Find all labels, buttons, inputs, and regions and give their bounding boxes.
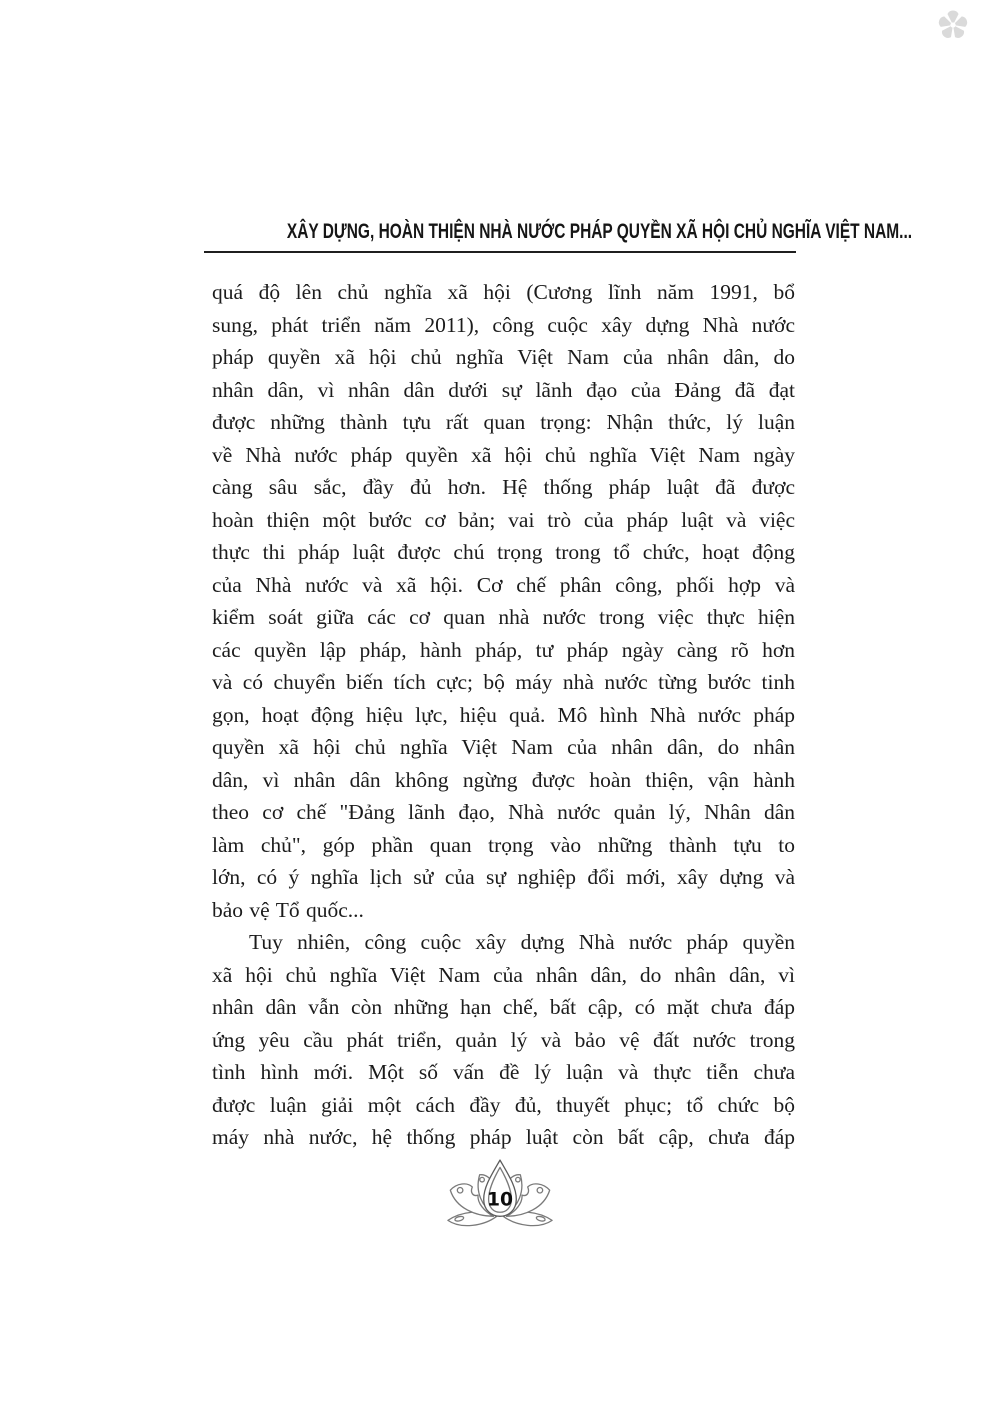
page-number: 10: [486, 1189, 514, 1211]
text-line: pháp quyền xã hội chủ nghĩa Việt Nam của nhân dân, do: [212, 345, 795, 369]
running-header-title: XÂY DỰNG, HOÀN THIỆN NHÀ NƯỚC PHÁP QUYỀN XÃ HỘI CHỦ NGHĨA VIỆT NAM...: [286, 219, 913, 243]
text-line: ứng yêu cầu phát triển, quản lý và bảo vệ đất nước trong: [212, 1027, 795, 1052]
text-line: gọn, hoạt động hiệu lực, hiệu quả. Mô hình Nhà nước pháp: [212, 702, 795, 727]
lotus-ornament-icon: [443, 1156, 557, 1231]
text-line: sung, phát triển năm 2011), công cuộc xây dựng Nhà nước: [212, 312, 795, 337]
page-footer: [0, 1156, 1000, 1231]
text-line: làm chủ", góp phần quan trọng vào những thành tựu to: [212, 832, 795, 857]
text-line: về Nhà nước pháp quyền xã hội chủ nghĩa Việt Nam ngày: [212, 442, 795, 467]
flower-ornament-icon: [936, 8, 970, 42]
text-line: thực thi pháp luật được chú trọng trong tổ chức, hoạt động: [212, 540, 795, 564]
text-line: quá độ lên chủ nghĩa xã hội (Cương lĩnh năm 1991, bổ: [212, 280, 795, 304]
text-line: của Nhà nước và xã hội. Cơ chế phân công, phối hợp và: [212, 572, 795, 597]
text-line: nhân dân, vì nhân dân dưới sự lãnh đạo của Đảng đã đạt: [212, 377, 795, 402]
text-line: quyền xã hội chủ nghĩa Việt Nam của nhân dân, do nhân: [212, 735, 795, 759]
text-line: tình hình mới. Một số vấn đề lý luận và thực tiễn chưa: [212, 1060, 795, 1084]
text-line: các quyền lập pháp, hành pháp, tư pháp ngày càng rõ hơn: [212, 637, 795, 662]
running-header: [204, 219, 913, 253]
text-line: dân, vì nhân dân không ngừng được hoàn thiện, vận hành: [212, 767, 795, 792]
text-line: xã hội chủ nghĩa Việt Nam của nhân dân, do nhân dân, vì: [212, 962, 795, 987]
text-line: máy nhà nước, hệ thống pháp luật còn bất cập, chưa đáp: [212, 1125, 795, 1149]
text-line: bảo vệ Tổ quốc...: [212, 897, 364, 922]
text-line: hoàn thiện một bước cơ bản; vai trò của pháp luật và việc: [212, 507, 795, 532]
text-line: lớn, có ý nghĩa lịch sử của sự nghiệp đổi mới, xây dựng và: [212, 865, 795, 889]
body-text: [212, 276, 795, 1154]
text-line: được những thành tựu rất quan trọng: Nhận thức, lý luận: [212, 410, 795, 434]
text-line: theo cơ chế "Đảng lãnh đạo, Nhà nước quản lý, Nhân dân: [212, 800, 795, 824]
text-line: càng sâu sắc, đầy đủ hơn. Hệ thống pháp luật đã được: [212, 475, 795, 499]
text-line: kiểm soát giữa các cơ quan nhà nước trong việc thực hiện: [212, 605, 795, 629]
text-line: Tuy nhiên, công cuộc xây dựng Nhà nước pháp quyền: [249, 930, 795, 954]
text-line: được luận giải một cách đầy đủ, thuyết phục; tổ chức bộ: [212, 1092, 795, 1117]
text-line: nhân dân vẫn còn những hạn chế, bất cập, có mặt chưa đáp: [212, 995, 795, 1019]
text-line: và có chuyển biến tích cực; bộ máy nhà nước từng bước tinh: [212, 670, 795, 694]
